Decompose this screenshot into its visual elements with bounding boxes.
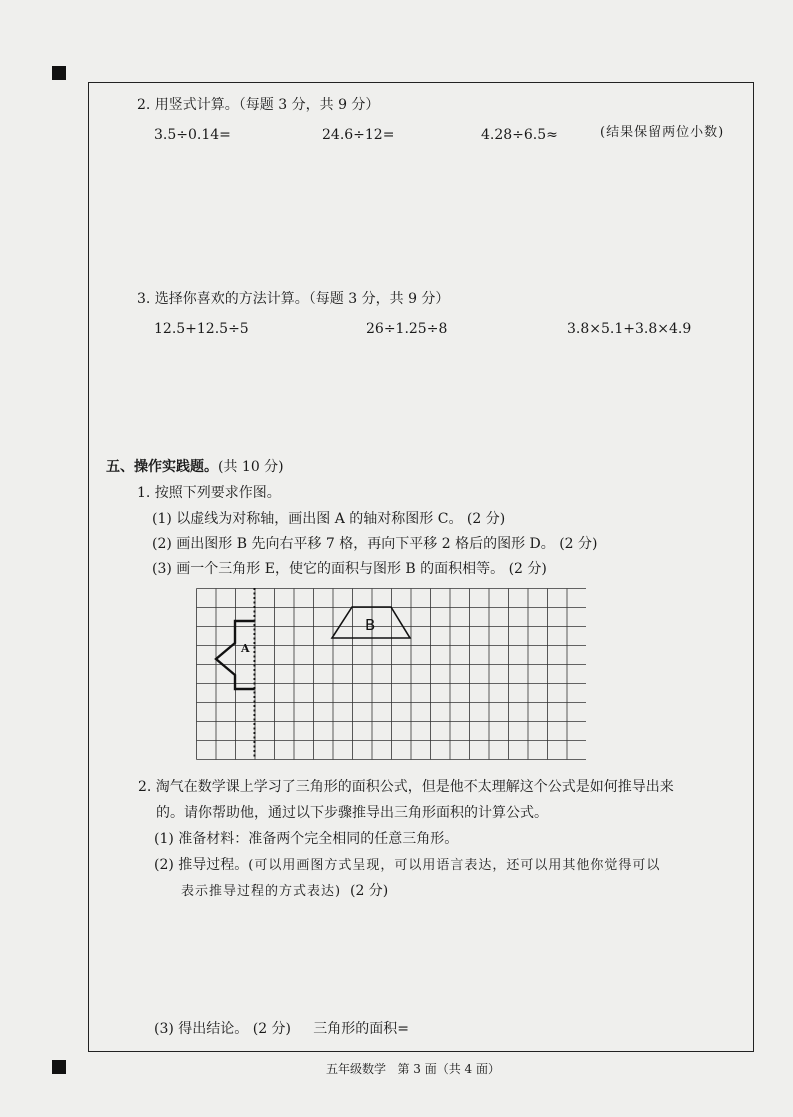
registration-mark-top	[52, 66, 66, 80]
page-footer	[326, 1060, 500, 1078]
s5q1-item-3: (3) 画一个三角形 E，使它的面积与图形 B 的面积相等。 (2 分)	[152, 561, 547, 577]
s5q2-step-2-note: (可以用画图方式呈现，可以用语言表达，还可以用其他你觉得可以	[248, 858, 661, 873]
s5q2-step-3-label: (3) 得出结论。	[154, 1021, 249, 1037]
q2-rounding-note: (结果保留两位小数)	[600, 125, 725, 140]
q2-problem-3: 4.28÷6.5≈	[481, 127, 558, 143]
s5q1-item-2: (2) 画出图形 B 先向右平移 7 格，再向下平移 2 格后的图形 D。 (2 分)	[152, 536, 598, 552]
registration-mark-bottom	[52, 1060, 66, 1074]
q2-heading: 2. 用竖式计算。（每题 3 分，共 9 分）	[137, 97, 380, 113]
s5q2-step-2-points: (2 分)	[349, 883, 389, 899]
s5q2-line-2: 的。请你帮助他，通过以下步骤推导出三角形面积的计算公式。	[156, 805, 548, 821]
shape-b-label: B	[365, 616, 376, 634]
q3-problem-1: 12.5+12.5÷5	[154, 321, 249, 337]
footer-page-number: 第 3 面（共 4 面）	[397, 1062, 500, 1076]
s5q2-step-3-row	[154, 1020, 409, 1038]
s5q2-step-3-points: (2 分)	[252, 1021, 292, 1037]
q3-problem-2: 26÷1.25÷8	[366, 321, 448, 337]
s5q2-line-1: 2. 淘气在数学课上学习了三角形的面积公式，但是他不太理解这个公式是如何推导出来	[138, 779, 674, 795]
s5q2-step-3-prompt: 三角形的面积=	[313, 1021, 410, 1037]
s5q2-step-2-row-2	[181, 882, 388, 901]
q2-problem-1: 3.5÷0.14=	[154, 127, 231, 143]
q3-heading: 3. 选择你喜欢的方法计算。（每题 3 分，共 9 分）	[137, 291, 450, 307]
drawing-grid	[196, 588, 586, 763]
section5-title-row	[106, 458, 284, 476]
s5q1-heading: 1. 按照下列要求作图。	[137, 485, 281, 501]
shape-a-label: A	[241, 642, 250, 655]
s5q2-step-2-note-2: 表示推导过程的方式表达)	[181, 884, 342, 899]
s5q2-step-1: (1) 准备材料：准备两个完全相同的任意三角形。	[154, 831, 459, 847]
footer-subject: 五年级数学	[326, 1062, 387, 1076]
q3-problem-3: 3.8×5.1+3.8×4.9	[567, 321, 692, 337]
section5-points: (共 10 分)	[218, 459, 284, 475]
s5q2-step-2-label: (2) 推导过程。	[154, 857, 249, 873]
s5q2-step-2-row	[154, 856, 660, 875]
s5q1-item-1: (1) 以虚线为对称轴，画出图 A 的轴对称图形 C。 (2 分)	[152, 511, 506, 527]
q2-problem-2: 24.6÷12=	[322, 127, 395, 143]
section5-title: 五、操作实践题。	[106, 459, 218, 475]
